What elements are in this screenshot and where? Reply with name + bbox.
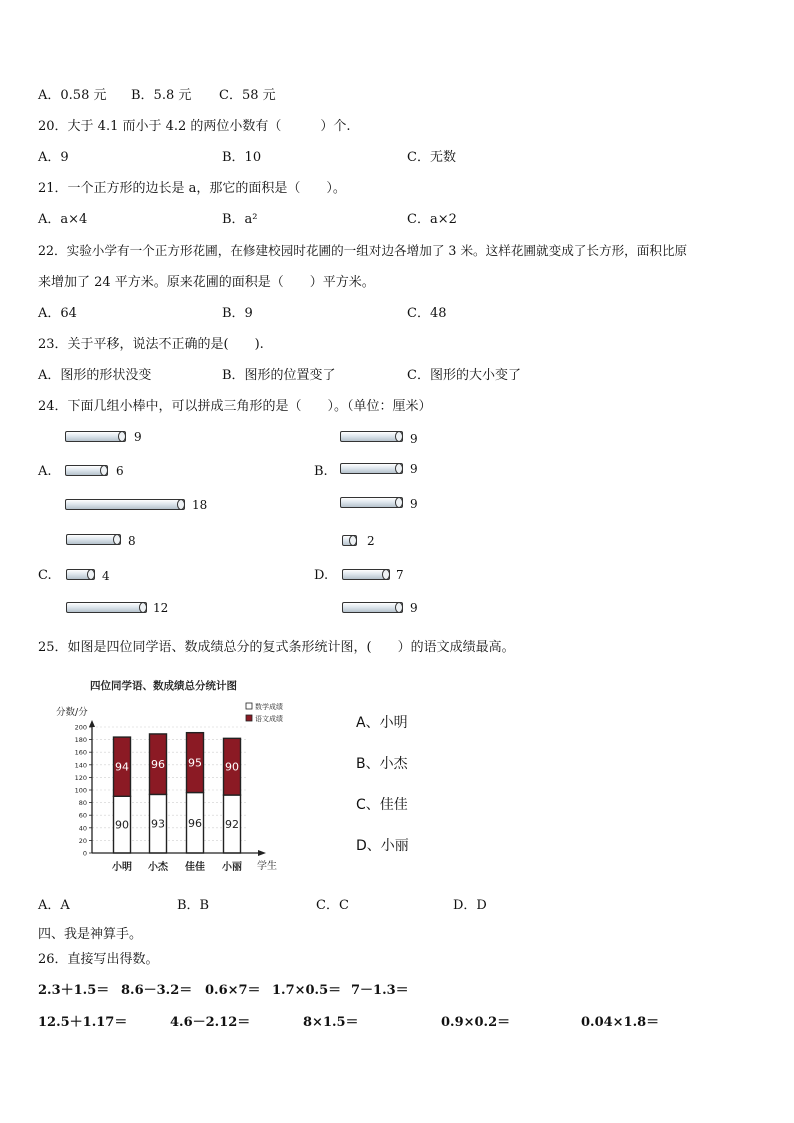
q25-stem: 25．如图是四位同学语、数成绩总分的复式条形统计图，( ）的语文成绩最高。 <box>38 640 515 655</box>
stick-d1-length: 2 <box>367 534 375 548</box>
q23-option-b[interactable]: B．图形的位置变了 <box>222 368 336 383</box>
q25-side-option-b[interactable]: B、小杰 <box>356 756 408 772</box>
x-category-label-0: 小明 <box>112 862 132 873</box>
stick-b2-length: 9 <box>410 462 418 476</box>
x-axis-arrow-icon <box>258 850 266 856</box>
legend-label-1: 语文成绩 <box>255 715 283 723</box>
q20-option-a[interactable]: A．9 <box>38 150 69 165</box>
stacked-bar-chart <box>52 675 312 880</box>
q22-option-c[interactable]: C．48 <box>407 306 447 321</box>
stick-b1-length: 9 <box>410 432 418 446</box>
x-category-label-3: 小丽 <box>222 862 242 873</box>
y-tick-label: 80 <box>78 799 87 808</box>
y-tick-label: 0 <box>82 849 87 858</box>
y-tick-label: 200 <box>74 723 87 732</box>
q19-option-a[interactable]: A．0.58 元 <box>38 88 107 103</box>
section-4-title: 四、我是神算手。 <box>38 927 143 942</box>
y-tick-label: 100 <box>74 786 87 795</box>
chart-ylabel: 分数/分 <box>56 707 88 718</box>
stick-c3 <box>66 602 147 613</box>
bar-math-label-0: 90 <box>115 818 129 832</box>
y-axis-arrow-icon <box>89 720 95 727</box>
q23-option-a[interactable]: A．图形的形状没变 <box>38 368 152 383</box>
stick-a3-length: 18 <box>192 498 208 512</box>
calc-2-4: 0.9×0.2＝ <box>441 1015 511 1030</box>
q21-stem: 21．一个正方形的边长是 a，那它的面积是（ ）。 <box>38 181 346 196</box>
q23-option-c[interactable]: C．图形的大小变了 <box>407 368 521 383</box>
q25-option-d[interactable]: D．D <box>453 898 487 913</box>
stick-b3 <box>340 497 403 508</box>
y-tick-label: 160 <box>74 748 87 757</box>
bar-math-label-3: 92 <box>225 818 239 832</box>
q25-option-b[interactable]: B．B <box>177 898 210 913</box>
q21-option-b[interactable]: B．a² <box>222 212 258 227</box>
stick-a1-length: 9 <box>134 430 142 444</box>
q25-option-a[interactable]: A．A <box>38 898 70 913</box>
x-category-label-1: 小杰 <box>148 862 168 873</box>
stick-c3-length: 12 <box>153 601 169 615</box>
stick-d1 <box>342 535 357 546</box>
q22-stem-line1: 22．实验小学有一个正方形花圃，在修建校园时花圃的一组对边各增加了 3 米。这样花圃就变成了长方形，面积比原 <box>38 243 688 258</box>
bar-math-label-1: 93 <box>151 817 165 831</box>
stick-c1-length: 8 <box>128 534 136 548</box>
calc-2-2: 4.6－2.12＝ <box>170 1015 251 1030</box>
x-category-label-2: 佳佳 <box>185 862 205 873</box>
q23-stem: 23．关于平移，说法不正确的是( ). <box>38 337 264 352</box>
calc-1-1: 2.3＋1.5＝ <box>38 983 110 998</box>
bar-chinese-label-3: 90 <box>225 760 239 774</box>
legend-swatch-1 <box>246 715 252 721</box>
q25-side-option-d[interactable]: D、小丽 <box>356 838 409 854</box>
q25-side-option-a[interactable]: A、小明 <box>356 715 408 731</box>
stick-c2 <box>66 569 95 580</box>
y-tick-label: 180 <box>74 736 87 745</box>
y-tick-label: 120 <box>74 773 87 782</box>
stick-d3 <box>342 602 403 613</box>
calc-1-2: 8.6－3.2＝ <box>121 983 193 998</box>
stick-b1 <box>340 431 403 442</box>
y-tick-label: 20 <box>78 836 87 845</box>
q24-label-b[interactable]: B. <box>314 464 328 479</box>
stick-d2 <box>342 569 390 580</box>
q21-option-c[interactable]: C．a×2 <box>407 212 457 227</box>
bar-chinese-label-2: 95 <box>188 756 202 770</box>
calc-2-3: 8×1.5＝ <box>303 1015 359 1030</box>
calc-1-5: 7－1.3＝ <box>351 983 409 998</box>
calc-1-4: 1.7×0.5＝ <box>272 983 342 998</box>
y-tick-label: 140 <box>74 761 87 770</box>
stick-c2-length: 4 <box>102 569 110 583</box>
q24-label-c[interactable]: C. <box>38 568 52 583</box>
chart-title: 四位同学语、数成绩总分统计图 <box>90 680 237 692</box>
stick-a1 <box>65 431 126 442</box>
bar-chinese-label-1: 96 <box>151 758 165 772</box>
calc-2-5: 0.04×1.8＝ <box>581 1015 660 1030</box>
chart-xlabel: 学生 <box>257 861 277 872</box>
stick-b2 <box>340 463 403 474</box>
q22-stem-line2: 来增加了 24 平方米。原来花圃的面积是（ ）平方米。 <box>38 275 375 290</box>
bar-chinese-label-0: 94 <box>115 760 129 774</box>
q24-label-a[interactable]: A. <box>38 464 52 479</box>
stick-c1 <box>66 534 121 545</box>
q22-option-b[interactable]: B．9 <box>222 306 253 321</box>
stick-a3 <box>65 499 185 510</box>
q20-option-b[interactable]: B．10 <box>222 150 262 165</box>
stick-b3-length: 9 <box>410 497 418 511</box>
q20-option-c[interactable]: C．无数 <box>407 150 456 165</box>
y-tick-label: 60 <box>78 811 87 820</box>
q21-option-a[interactable]: A．a×4 <box>38 212 88 227</box>
stick-d2-length: 7 <box>396 568 404 582</box>
q25-side-option-c[interactable]: C、佳佳 <box>356 797 408 813</box>
q20-stem: 20．大于 4.1 而小于 4.2 的两位小数有（ ）个. <box>38 119 351 134</box>
stick-d3-length: 9 <box>410 601 418 615</box>
y-tick-label: 40 <box>78 824 87 833</box>
stick-a2-length: 6 <box>116 464 124 478</box>
q25-option-c[interactable]: C．C <box>316 898 349 913</box>
q19-option-c[interactable]: C．58 元 <box>219 88 276 103</box>
legend-swatch-0 <box>246 703 252 709</box>
q24-stem: 24．下面几组小棒中，可以拼成三角形的是（ ）。（单位：厘米） <box>38 399 432 414</box>
legend-label-0: 数学成绩 <box>255 703 283 711</box>
q19-option-b[interactable]: B．5.8 元 <box>131 88 192 103</box>
stick-a2 <box>65 465 108 476</box>
bar-math-label-2: 96 <box>188 816 202 830</box>
calc-2-1: 12.5＋1.17＝ <box>38 1015 128 1030</box>
q24-label-d[interactable]: D. <box>314 568 329 583</box>
q26-stem: 26．直接写出得数。 <box>38 952 159 967</box>
calc-1-3: 0.6×7＝ <box>205 983 261 998</box>
q22-option-a[interactable]: A．64 <box>38 306 77 321</box>
